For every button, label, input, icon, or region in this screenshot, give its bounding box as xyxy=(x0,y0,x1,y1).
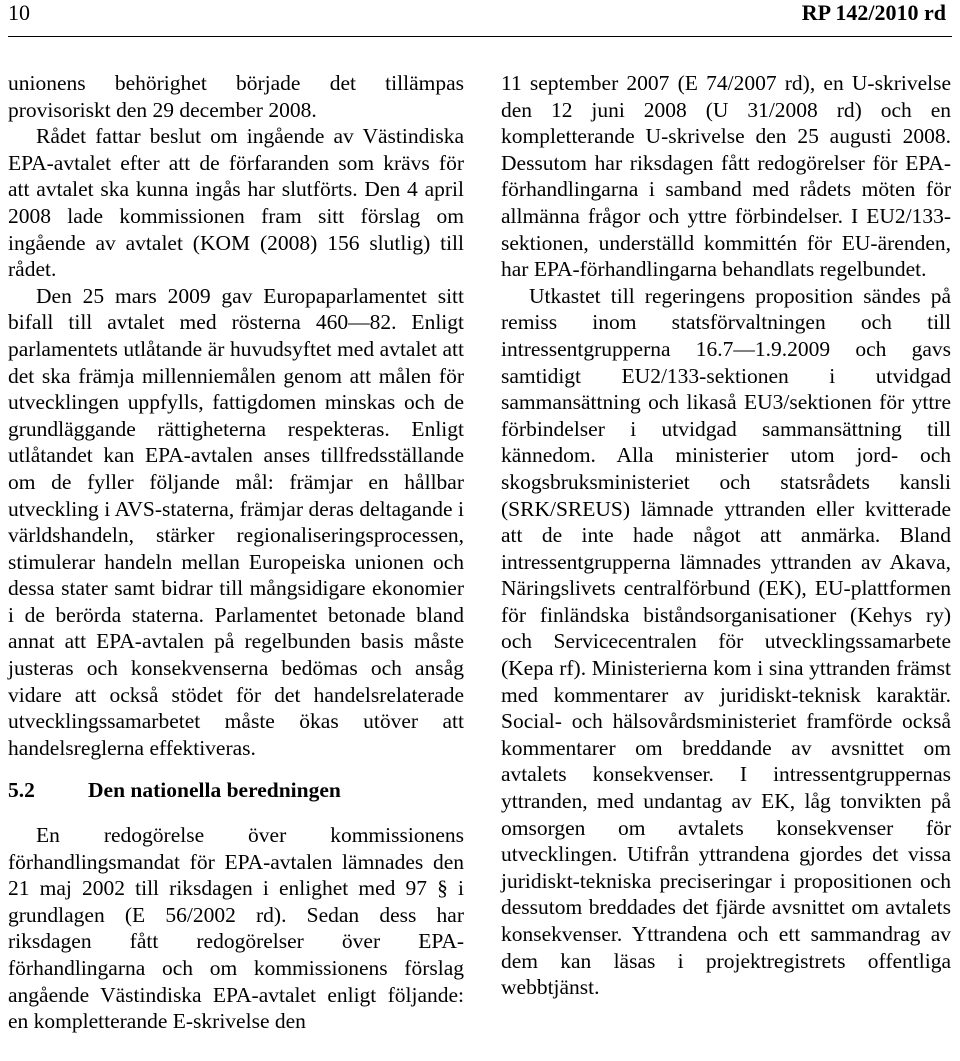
page-number: 10 xyxy=(8,0,30,25)
section-number: 5.2 xyxy=(8,778,35,803)
header-rule xyxy=(8,36,952,37)
paragraph: Rådet fattar beslut om ingående av Västindiska EPA-avtalet efter att de förfaranden som krävs för att avtalet ska kunna ingås har slutförts. Den 4 april 2008 lade kommissionen fram sitt förslag om ingående av avtalet (KOM (2008) 156 slutlig) till rådet. xyxy=(8,124,464,282)
right-column xyxy=(501,70,951,1001)
left-column xyxy=(8,70,464,1035)
paragraph: Den 25 mars 2009 gav Europaparlamentet sitt bifall till avtalet med rösterna 460—82. Enligt parlamentets utlåtande är huvudsyftet med avtalet att det ska främja millenniemålen genom att målen för utvecklingen uppfylls, fattigdomen minskas och de grundläggande rättigheterna respekteras. Enligt utlåtandet kan EPA-avtalen anses tillfredsställande om de fyller följande mål: främjar en hållbar utveckling i AVS-staterna, främjar deras deltagande i världshandeln, stärker regionaliseringsprocessen, stimulerar handeln mellan Europeiska unionen och dessa stater samt bidrar till mångsidigare ekonomier i de berörda staterna. Parlamentet betonade bland annat att EPA-avtalen på regelbunden basis måste justeras och konsekvenserna bedömas och ansåg vidare att också stödet för det handelsrelaterade utvecklingssamarbetet måste ökas utöver att handelsreglerna effektiveras. xyxy=(8,283,464,760)
section-heading xyxy=(8,777,464,804)
section-title: Den nationella beredningen xyxy=(88,778,341,803)
paragraph: unionens behörighet började det tillämpas provisoriskt den 29 december 2008. xyxy=(8,71,464,122)
paragraph: Utkastet till regeringens proposition sändes på remiss inom statsförvaltningen och till intressentgrupperna 16.7—1.9.2009 och gavs samtidigt EU2/133-sektionen i utvidgad sammansättning och likaså EU3/sektionen för yttre förbindelser i utvidgad sammansättning till kännedom. Alla ministerier utom jord- och skogsbruksministeriet och statsrådets kansli (SRK/SREUS) lämnade yttranden eller kvitterade att de inte hade något att anmärka. Bland intressentgrupperna lämnades yttranden av Akava, Näringslivets centralförbund (EK), EU-plattformen för finländska biståndsorganisationer (Kehys ry) och Servicecentralen för utvecklingssamarbete (Kepa rf). Ministerierna kom i sina yttranden främst med kommentarer av juridiskt-teknisk karaktär. Social- och hälsovårdsministeriet framförde också kommentarer om breddande av avsnittet om avtalets konsekvenser. I intressentgruppernas yttranden, med undantag av EK, låg tonvikten på omsorgen om avtalets konsekvenser för utvecklingen. Utifrån yttrandena gjordes det vissa juridiskt-tekniska preciseringar i propositionen och dessutom breddades det fjärde avsnittet om avtalets konsekvenser. Yttrandena och ett sammandrag av dem kan läsas i projektregistrets offentliga webbtjänst. xyxy=(501,283,951,1000)
page-header xyxy=(8,0,952,26)
paragraph: En redogörelse över kommissionens förhandlingsmandat för EPA-avtalen lämnades den 21 maj 2002 till riksdagen i enlighet med 97 § i grundlagen (E 56/2002 rd). Sedan dess har riksdagen fått redogörelser över EPA-förhandlingarna och om kommissionens förslag angående Västindiska EPA-avtalet enligt följande: en kompletterande E-skrivelse den xyxy=(8,823,464,1034)
document-id: RP 142/2010 rd xyxy=(801,0,946,25)
paragraph: 11 september 2007 (E 74/2007 rd), en U-skrivelse den 12 juni 2008 (U 31/2008 rd) och en kompletterande U-skrivelse den 25 augusti 2008. Dessutom har riksdagen fått redogörelser för EPA-förhandlingarna i samband med rådets möten för allmänna frågor och yttre förbindelser. I EU2/133-sektionen, underställd kommittén för EU-ärenden, har EPA-förhandlingarna behandlats regelbundet. xyxy=(501,71,951,282)
